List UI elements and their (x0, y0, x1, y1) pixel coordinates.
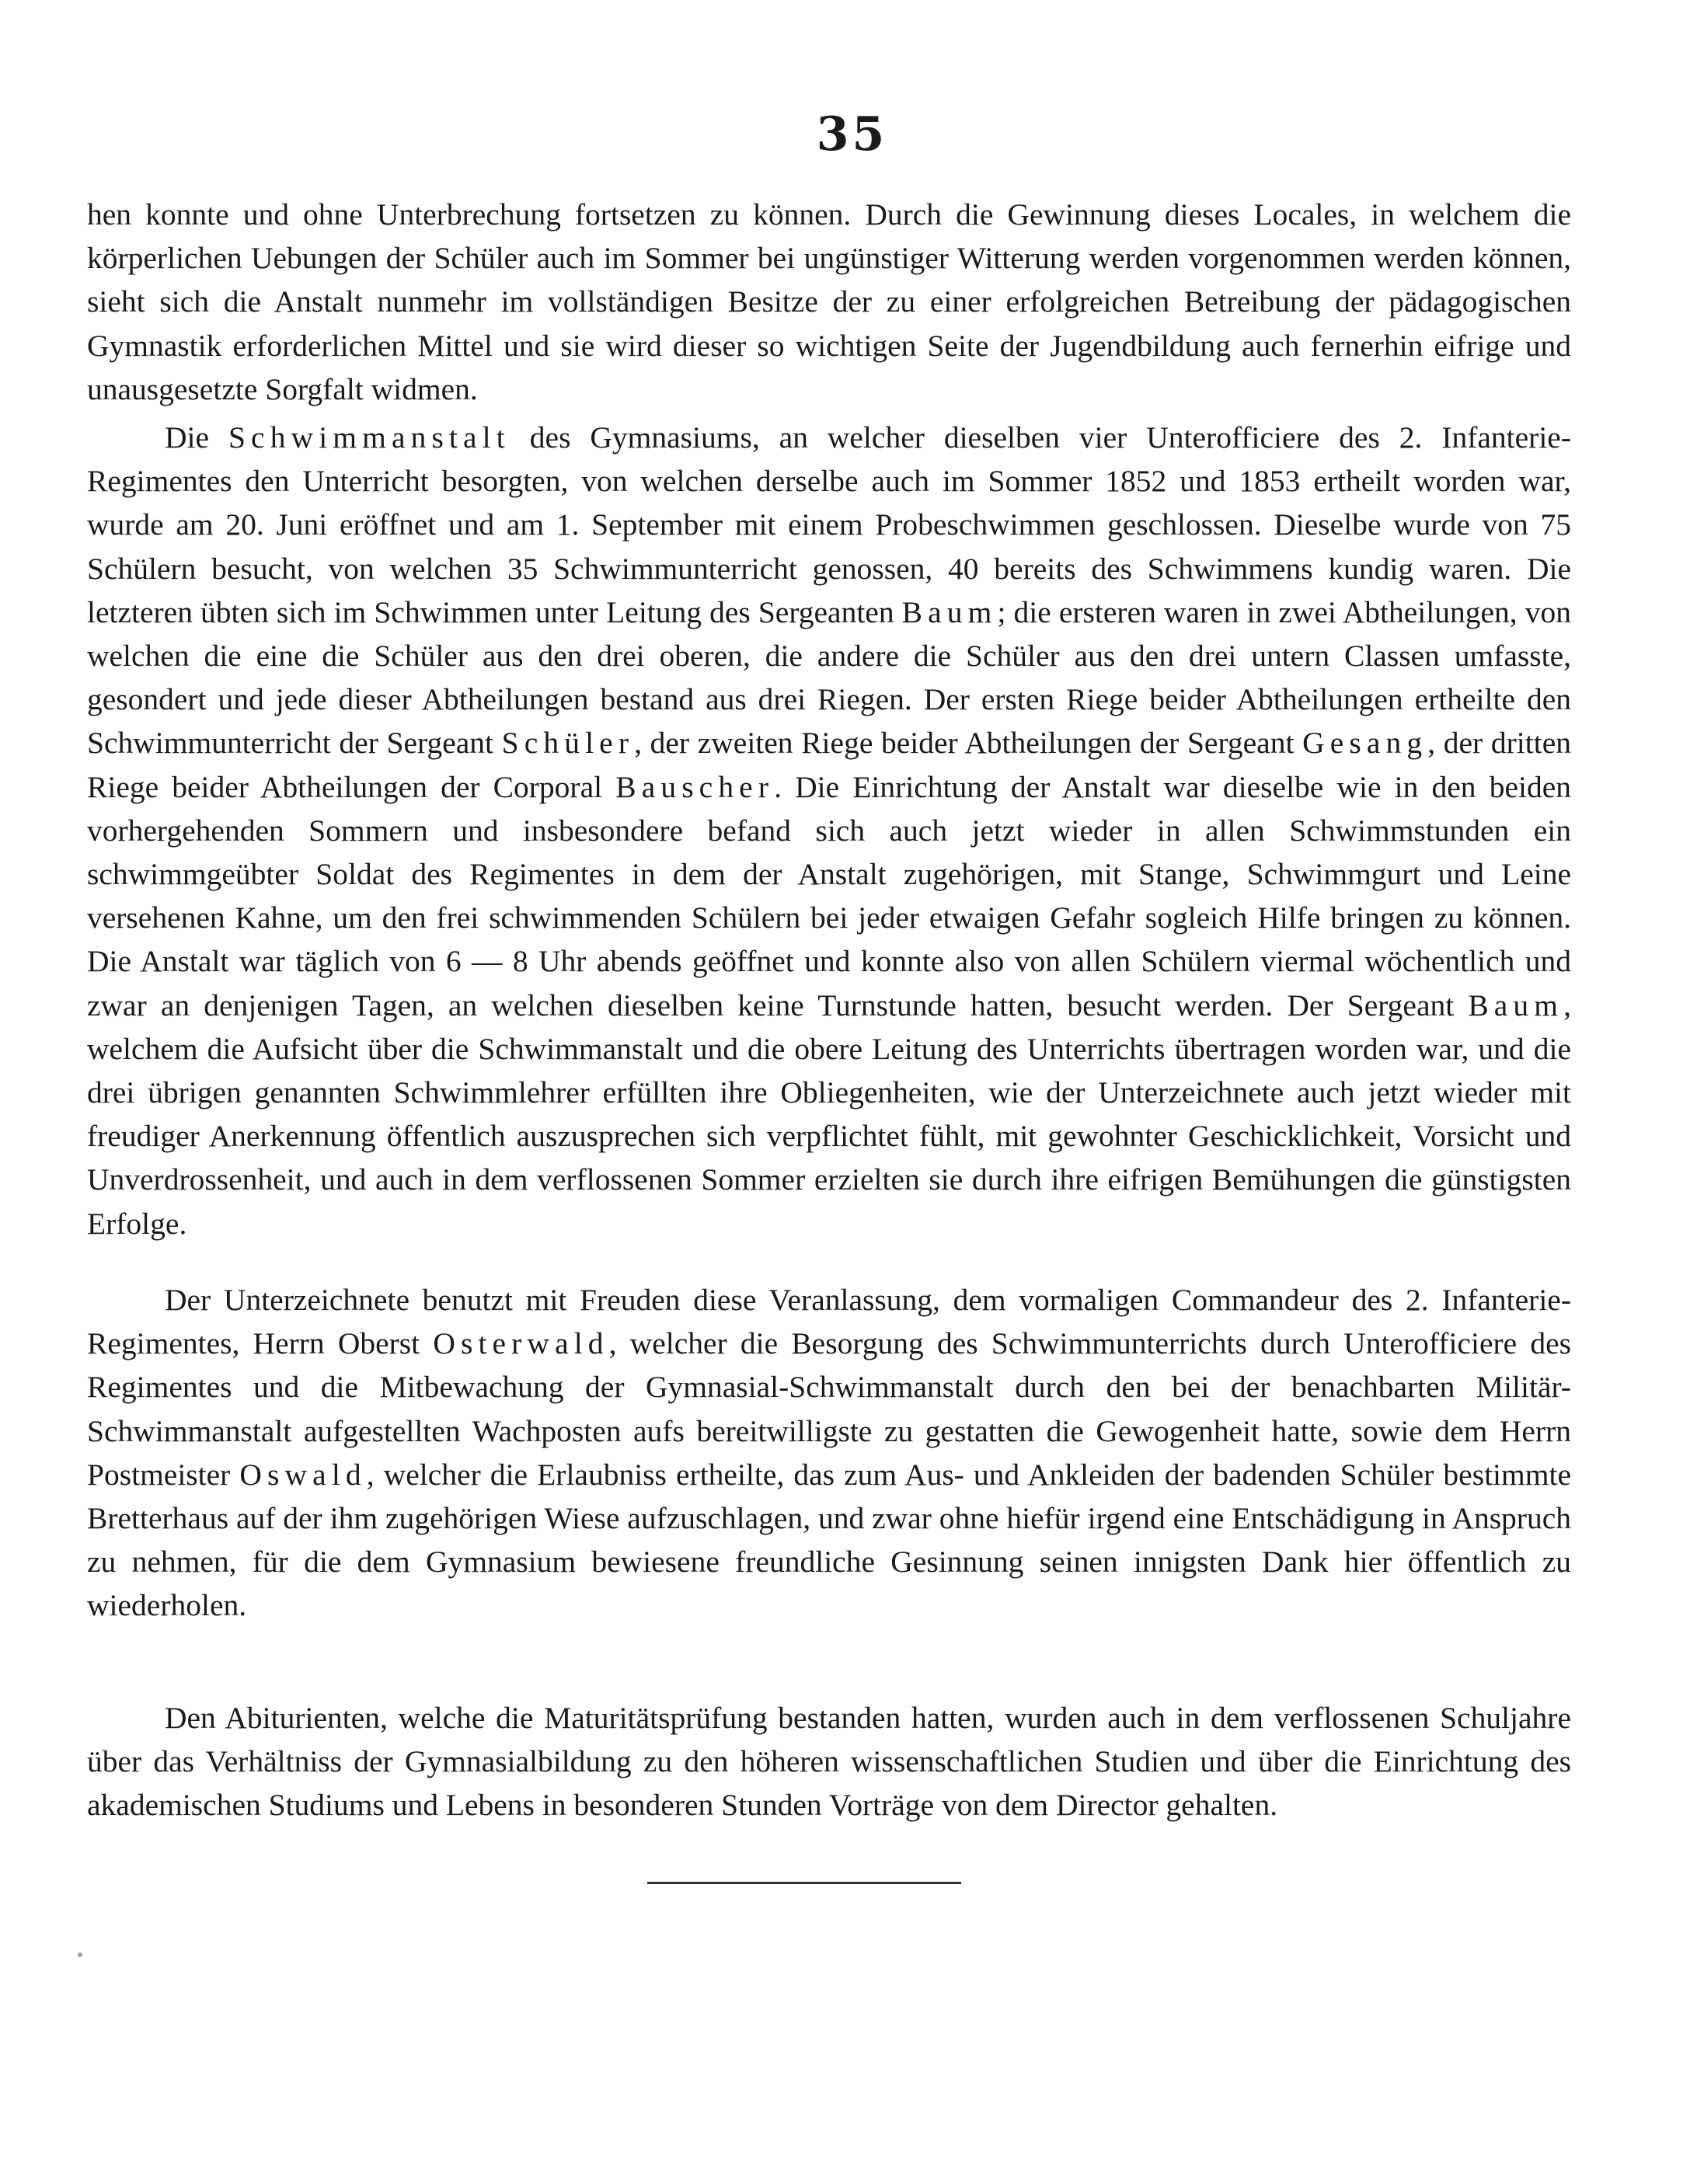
text-run: Der Unterzeichnete benutzt mit Freuden diese Veranlassung, dem vormaligen Commandeur des 2. Infanterie-Regimentes, Herrn Oberst (87, 1283, 1571, 1361)
text-run: Die (165, 420, 228, 455)
paragraph-graduates (87, 1696, 1571, 1827)
emphasized-name: Schüler (501, 726, 635, 761)
text-run: , der dritten Riege beider Abtheilungen der Corporal (87, 726, 1571, 804)
page-number: 35 (816, 107, 888, 162)
text-run: , welcher die Erlaubniss ertheilte, das zum Aus- und Ankleiden der badenden Schüler bestimmte Bretterhaus auf der ihm zugehörigen Wiese aufzuschlagen, und zwar ohne hiefür irgend eine Entschädigung in Anspruch zu nehmen, für die dem Gymnasium bewiesene freundliche Gesinnung seinen innigsten Dank hier öffentlich zu wiederholen. (87, 1457, 1571, 1623)
print-speck (78, 1952, 82, 1957)
emphasized-name: Gesang (1302, 726, 1428, 761)
paragraph-text (87, 1278, 1571, 1628)
emphasized-name: Oswald (239, 1457, 367, 1492)
emphasized-name: Osterwald (433, 1326, 609, 1361)
emphasized-name: Bauscher (615, 769, 775, 804)
paragraph-swimming-school (87, 416, 1571, 1245)
paragraph-text: hen konnte und ohne Unterbrechung fortsetzen zu können. Durch die Gewinnung dieses Locales, in welchem die körperlichen Uebungen der Schüler auch im Sommer bei ungünstiger Witterung werden vorgenommen werden können, sieht sich die Anstalt nunmehr im vollständigen Besitze der zu einer erfolgreichen Betreibung der pädagogischen Gymnastik erforderlichen Mittel und sie wird dieser so wichtigen Seite der Jugendbildung auch fernerhin eifrige und unausgesetzte Sorgfalt widmen. (87, 197, 1571, 406)
paragraph-text: Den Abiturienten, welche die Maturitätsprüfung bestanden hatten, wurden auch in dem verflossenen Schuljahre über das Verhältniss der Gymnasialbildung zu den höheren wissenschaftlichen Studien und über die Einrichtung des akademischen Studiums und Lebens in besonderen Stunden Vorträge von dem Director gehalten. (87, 1701, 1571, 1823)
text-run: , welcher die Besorgung des Schwimmunterrichts durch Unterofficiere des Regimentes und die Mitbewachung der Gymnasial-Schwimmanstalt durch den bei der benachbarten Militär-Schwimmanstalt aufgestellten Wachposten aufs bereitwilligste zu gestatten die Gewogenheit hatte, sowie dem Herrn Postmeister (87, 1326, 1571, 1492)
text-run: , welchem die Aufsicht über die Schwimmanstalt und die obere Leitung des Unterrichts übertragen worden war, und die drei übrigen genannten Schwimmlehrer erfüllten ihre Obliegenheiten, wie der Unterzeichnete auch jetzt wieder mit freudiger Anerkennung öffentlich auszusprechen sich verpflichtet fühlt, mit gewohnter Geschicklichkeit, Vorsicht und Unverdrossenheit, und auch in dem verflossenen Sommer erzielten sie durch ihre eifrigen Bemühungen die günstigsten Erfolge. (87, 988, 1571, 1241)
emphasized-name: Baum (901, 594, 998, 629)
emphasized-term: Schwimmanstalt (228, 420, 511, 455)
text-run: ; die ersteren waren in zwei Abtheilungen, von welchen die eine die Schüler aus den drei oberen, die andere die Schüler aus den drei untern Classen umfasste, gesondert und jede dieser Abtheilungen bestand aus drei Riegen. Der ersten Riege beider Abtheilungen ertheilte den Schwimmunterricht der Sergeant (87, 594, 1571, 761)
paragraph-acknowledgement (87, 1278, 1571, 1628)
paragraph-gymnastics-continuation (87, 193, 1571, 411)
text-run: des Gymnasiums, an welcher dieselben vier Unterofficiere des 2. Infanterie-Regimentes den Unterricht besorgten, von welchen derselbe auch im Sommer 1852 und 1853 ertheilt worden war, wurde am 20. Juni eröffnet und am 1. September mit einem Probeschwimmen geschlossen. Dieselbe wurde von 75 Schülern besucht, von welchen 35 Schwimmunterricht genossen, 40 bereits des Schwimmens kundig waren. Die letzteren übten sich im Schwimmen unter Leitung des Sergeanten (87, 420, 1571, 629)
text-run: . Die Einrichtung der Anstalt war dieselbe wie in den beiden vorhergehenden Sommern und insbesondere befand sich auch jetzt wieder in allen Schwimmstunden ein schwimmgeübter Soldat des Regimentes in dem der Anstalt zugehörigen, mit Stange, Schwimmgurt und Leine versehenen Kahne, um den frei schwimmenden Schülern bei jeder etwaigen Gefahr sogleich Hilfe bringen zu können. Die Anstalt war täglich von 6 — 8 Uhr abends geöffnet und konnte also von allen Schülern viermal wöchentlich und zwar an denjenigen Tagen, an welchen dieselben keine Turnstunde hatten, besucht werden. Der Sergeant (87, 769, 1571, 1022)
emphasized-name: Baum (1468, 988, 1564, 1022)
text-run: , der zweiten Riege beider Abtheilungen der Sergeant (634, 726, 1303, 761)
paragraph-text (87, 416, 1571, 1245)
section-divider (647, 1882, 961, 1884)
